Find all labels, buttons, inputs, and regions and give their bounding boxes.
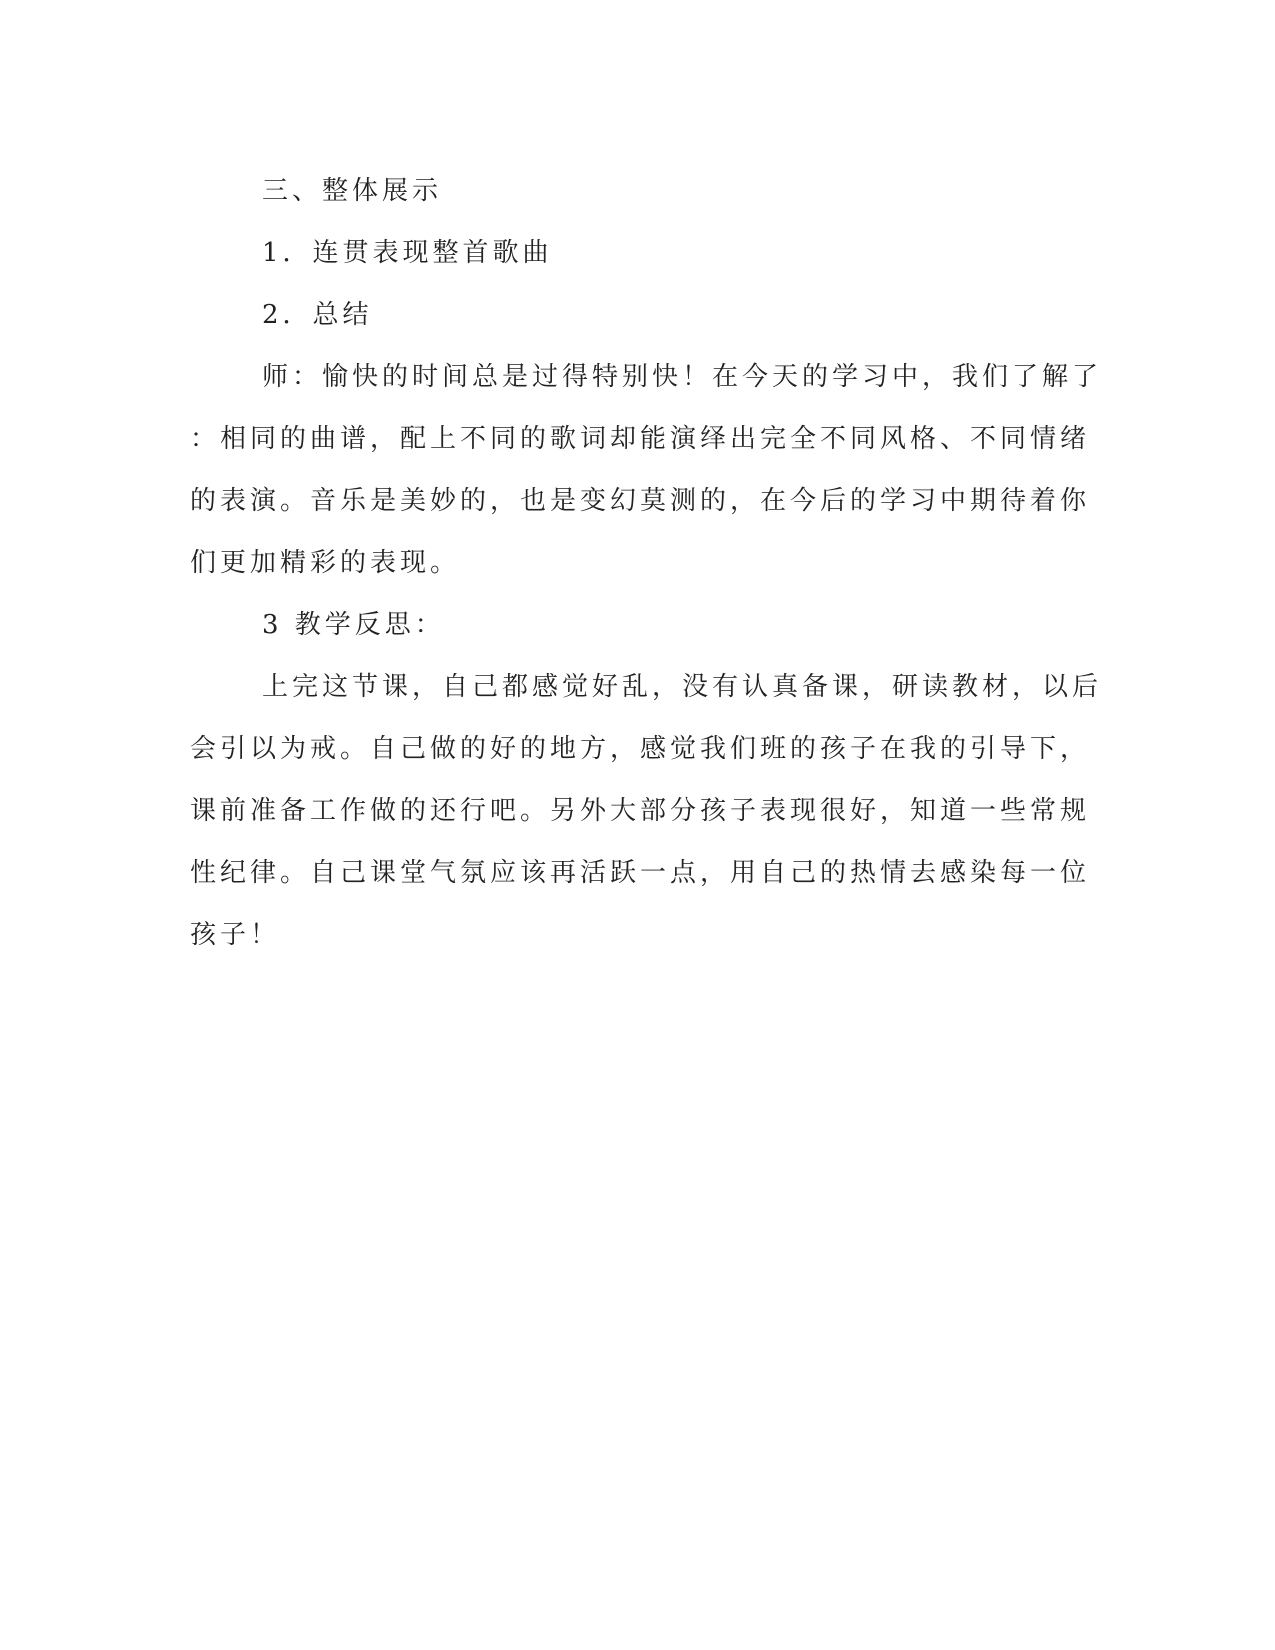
paragraph-line: 孩子！ [190,920,281,950]
reflection-heading: 3 教学反思： [262,610,445,640]
paragraph-line: ：相同的曲谱，配上不同的歌词却能演绎出完全不同风格、不同情绪 [190,424,1091,454]
paragraph-line: 性纪律。自己课堂气氛应该再活跃一点，用自己的热情去感染每一位 [190,858,1091,888]
paragraph-line: 们更加精彩的表现。 [190,548,461,578]
paragraph-line: 会引以为戒。自己做的好的地方，感觉我们班的孩子在我的引导下， [190,734,1091,764]
summary-paragraph [190,346,1103,594]
list-item-2: 2．总结 [262,300,373,330]
paragraph-line: 的表演。音乐是美妙的，也是变幻莫测的，在今后的学习中期待着你 [190,486,1091,516]
document-body [190,160,1103,966]
paragraph-line: 课前准备工作做的还行吧。另外大部分孩子表现很好，知道一些常规 [190,796,1091,826]
list-item-1: 1．连贯表现整首歌曲 [262,238,553,268]
paragraph-line: 师：愉快的时间总是过得特别快！在今天的学习中，我们了解了 [262,362,1103,392]
reflection-paragraph [190,656,1103,966]
paragraph-line: 上完这节课，自己都感觉好乱，没有认真备课，研读教材，以后 [262,672,1103,702]
section-heading: 三、整体展示 [262,176,443,206]
